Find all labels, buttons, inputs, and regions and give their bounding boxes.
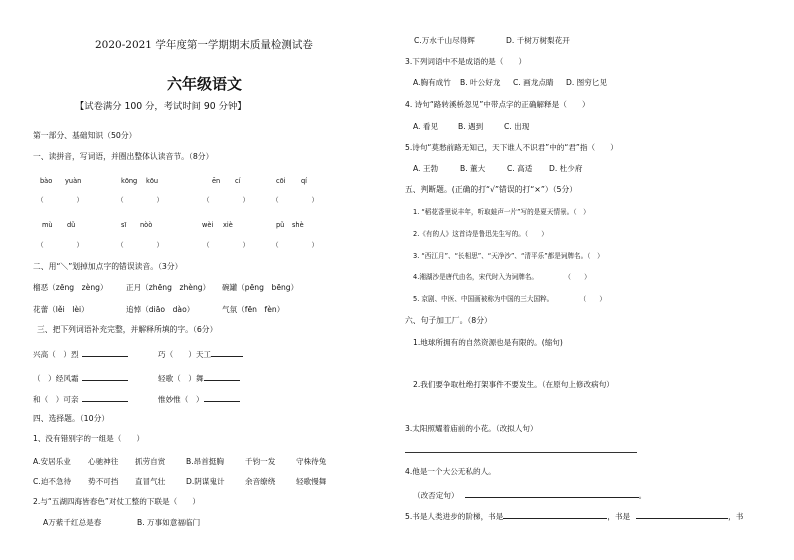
r-q3: 3.下列词语中不是成语的是（ ）	[405, 57, 527, 66]
option: C. 高适	[507, 164, 533, 173]
answer-blank: （ ）	[272, 196, 319, 204]
option: B. 董大	[460, 164, 486, 173]
q3-heading: 三、把下列词语补充完整，并解释所填的字。（6分）	[37, 325, 218, 334]
answer-blank: （ ）	[37, 196, 84, 204]
option: 余音缭绕	[245, 477, 276, 486]
q4-2: 2.与“五湖四海皆春色”对仗工整的下联是（ ）	[33, 497, 200, 506]
pinyin: cí	[235, 177, 241, 185]
sentence-task: 1.地球所拥有的自然资源也是有限的。(缩句)	[413, 338, 563, 347]
part6-heading: 六、句子加工厂。（8分）	[405, 316, 492, 325]
r-q4: 4. 诗句“路转溪桥忽见”中带点字的正确解释是（ ）	[405, 100, 590, 109]
fill-item: 轻歌（ ）舞	[158, 372, 240, 384]
option: D. 图穷匕见	[566, 78, 608, 87]
pinyin: kōu	[146, 177, 159, 185]
pinyin: bào	[40, 177, 53, 185]
option: B. 万事如意福临门	[137, 518, 201, 527]
option: 心驰神往	[88, 457, 119, 466]
fill-item: 巧（ ）天工	[158, 348, 243, 360]
option: D. 千树万树梨花开	[506, 36, 570, 45]
option: B. 遇到	[458, 122, 484, 131]
judge-item: 3. “西江月”、“长相思”、“天净沙”、“清平乐”都是词牌名。（ ）	[413, 252, 604, 260]
judge-item: 1. “稻花香里说丰年，听取蛙声一片”写的是夏天情景。（ ）	[413, 208, 590, 216]
answer-blank: （ ）	[37, 241, 84, 249]
pinyin: xiè	[223, 221, 233, 229]
q2-item: 追悼（diāo dào）	[126, 305, 195, 314]
option: 势不可挡	[88, 477, 119, 486]
answer-blank: （ ）	[117, 241, 164, 249]
option: A.胸有成竹	[413, 78, 451, 87]
pinyin: wèi	[202, 221, 214, 229]
q2-item: 榴恶（zēng zèng）	[33, 283, 108, 292]
pinyin: shè	[292, 221, 304, 229]
option: A. 看见	[413, 122, 439, 131]
answer-blank: （ ）	[203, 196, 250, 204]
sentence-task: （改否定句） 。	[413, 491, 647, 500]
option: D.阴谋鬼计	[186, 477, 225, 486]
pinyin: cōi	[276, 177, 286, 185]
q4-heading: 四、选择题。（10分）	[33, 414, 110, 423]
option: C. 出现	[504, 122, 530, 131]
q1-heading: 一、读拼音，写词语，并圈出整体认读音节。（8分）	[33, 152, 214, 161]
option: 抓劳自赏	[135, 457, 166, 466]
exam-title: 2020-2021 学年度第一学期期末质量检测试卷	[95, 39, 313, 51]
pinyin: ēn	[212, 177, 221, 185]
pinyin: mù	[42, 221, 53, 229]
judge-item: 4.湘湖沙是唐代由名，宋代时入为词牌名。 （ ）	[413, 273, 591, 281]
pinyin: kōng	[121, 177, 138, 185]
q2-item: 碗罐（pēng bēng）	[222, 283, 299, 292]
pinyin: sī	[121, 221, 127, 229]
fill-item: 惟妙惟（ ）	[158, 393, 240, 405]
option: D. 杜少府	[549, 164, 583, 173]
judge-item: 5. 京剧、中医、中国画被称为中国的三大国粹。 （ ）	[413, 295, 607, 303]
option: 直冒气壮	[135, 477, 166, 486]
fill-item: 和（ ）可亲	[33, 393, 128, 405]
answer-blank: （ ）	[117, 196, 164, 204]
option: C.万水千山尽得辉	[414, 36, 475, 45]
sentence-task: 3.太阳照耀着庙前的小花。（改拟人句）	[405, 424, 538, 433]
pinyin: pǔ	[276, 221, 285, 229]
judge-item: 2.《有的人》这首诗是鲁迅先生写的。（ ）	[413, 230, 548, 238]
q2-item: 正月（zhēng zhèng）	[126, 283, 211, 292]
pinyin: nòò	[140, 221, 153, 229]
option: 千钧一发	[245, 457, 276, 466]
answer-line	[405, 452, 637, 453]
option: A万紫千红总是春	[43, 518, 102, 527]
option: B. 叶公好龙	[460, 78, 501, 87]
answer-blank: （ ）	[272, 241, 319, 249]
answer-blank: （ ）	[203, 241, 250, 249]
option: C. 画龙点睛	[513, 78, 554, 87]
option: 轻歌慢舞	[296, 477, 327, 486]
fill-item: 兴高（ ）烈	[33, 348, 128, 360]
q4-1: 1、没有错别字的一组是（ ）	[33, 434, 145, 443]
option: 守株待兔	[296, 457, 327, 466]
option: A.安居乐业	[33, 457, 71, 466]
option: A. 王勃	[413, 164, 439, 173]
part1-heading: 第一部分、基础知识（50分）	[33, 131, 137, 140]
part5-heading: 五、判断题。(正确的打“√”错误的打“×”）（5分）	[405, 185, 578, 194]
pinyin: yuàn	[65, 177, 82, 185]
fill-item: （ ）经风霜	[33, 372, 128, 384]
pinyin: dǔ	[67, 221, 76, 229]
q2-heading: 二、用“＼”划掉加点字的错误读音。（3分）	[33, 262, 183, 271]
r-q5: 5.诗句“莫愁前路无知己，天下谁人不识君”中的“君”指（ ）	[405, 143, 618, 152]
option: B.昂首挺胸	[186, 457, 224, 466]
sentence-task: 4.他是一个大公无私的人。	[405, 467, 496, 476]
q2-item: 花蕾（lěi lèi）	[33, 305, 89, 314]
exam-note: 【试卷满分 100 分，考试时间 90 分钟】	[75, 101, 247, 112]
q2-item: 气氛（fēn fèn）	[222, 305, 285, 314]
exam-subtitle: 六年级语文	[167, 75, 243, 93]
option: C.迫不急待	[33, 477, 72, 486]
sentence-task: 2.我们要争取杜绝打架事件不要发生。（在原句上修改病句）	[413, 380, 614, 389]
sentence-task: 5.书是人类进步的阶梯，书是 ，书是 ，书	[405, 512, 744, 521]
pinyin: qí	[301, 177, 308, 185]
